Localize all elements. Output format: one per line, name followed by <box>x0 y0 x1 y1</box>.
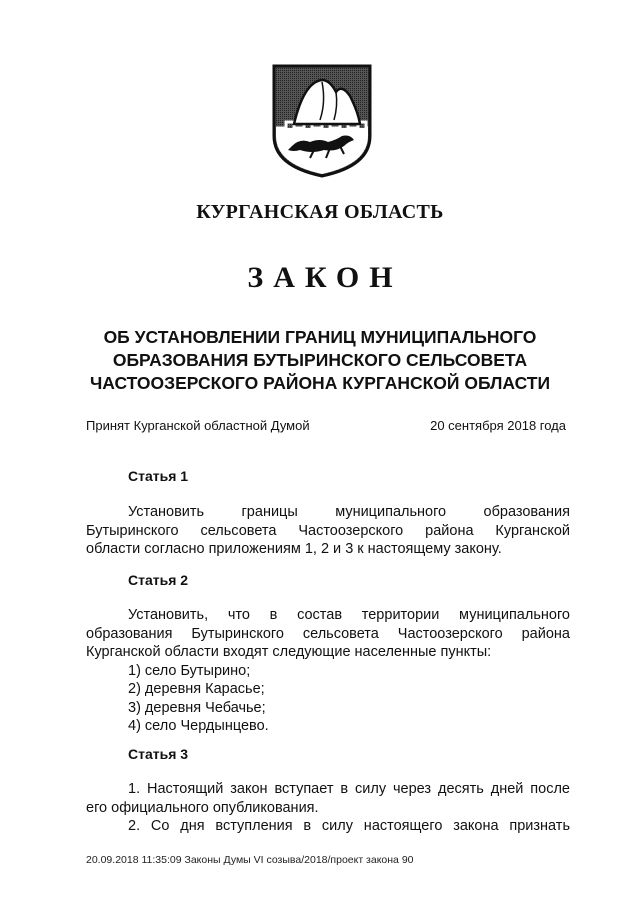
law-title-line: ЧАСТООЗЕРСКОГО РАЙОНА КУРГАНСКОЙ ОБЛАСТИ <box>89 373 551 393</box>
paragraph-line: его официального опубликования. <box>86 799 319 816</box>
paragraph-line: Курганской области входят следующие населенные пункты: <box>86 644 492 660</box>
article-3-text <box>86 780 570 836</box>
adopted-by: Принят Курганской областной Думой <box>86 418 310 433</box>
paragraph-line: образования Бутыринского сельсовета Частоозерского района <box>86 625 570 642</box>
adoption-line <box>86 418 566 436</box>
article-1-heading: Статья 1 <box>128 468 189 484</box>
law-title <box>0 326 640 395</box>
paragraph-line: 1. Настоящий закон вступает в силу через десять дней после <box>128 781 570 797</box>
paragraph-line: области согласно приложениям 1, 2 и 3 к настоящему закону. <box>86 541 502 557</box>
article-3-heading: Статья 3 <box>128 746 189 762</box>
coat-of-arms-drawing <box>270 62 374 180</box>
paragraph-line: 2. Со дня вступления в силу настоящего закона признать <box>128 818 570 834</box>
list-item: 2) деревня Карасье; <box>128 681 265 697</box>
list-item: 3) деревня Чебачье; <box>128 699 266 716</box>
paragraph-line: Бутыринского сельсовета Частоозерского района Курганской <box>86 522 570 539</box>
article-1-text <box>86 503 570 559</box>
adoption-date: 20 сентября 2018 года <box>430 418 566 433</box>
coat-of-arms-icon <box>270 62 374 180</box>
article-2-heading: Статья 2 <box>128 572 189 588</box>
document-footer: 20.09.2018 11:35:09 Законы Думы VI созыва/2018/проект закона 90 <box>86 854 414 866</box>
list-item: 1) село Бутырино; <box>128 662 251 679</box>
article-2-text <box>86 606 570 736</box>
document-type: ЗАКОН <box>247 261 403 294</box>
law-title-line: ОБРАЗОВАНИЯ БУТЫРИНСКОГО СЕЛЬСОВЕТА <box>112 350 528 370</box>
paragraph-line: Установить границы муниципального образования <box>128 504 570 520</box>
law-title-line: ОБ УСТАНОВЛЕНИИ ГРАНИЦ МУНИЦИПАЛЬНОГО <box>103 327 537 347</box>
region-name: КУРГАНСКАЯ ОБЛАСТЬ <box>196 201 444 223</box>
list-item: 4) село Чердынцево. <box>128 718 269 734</box>
paragraph-line: Установить, что в состав территории муниципального <box>128 607 570 623</box>
